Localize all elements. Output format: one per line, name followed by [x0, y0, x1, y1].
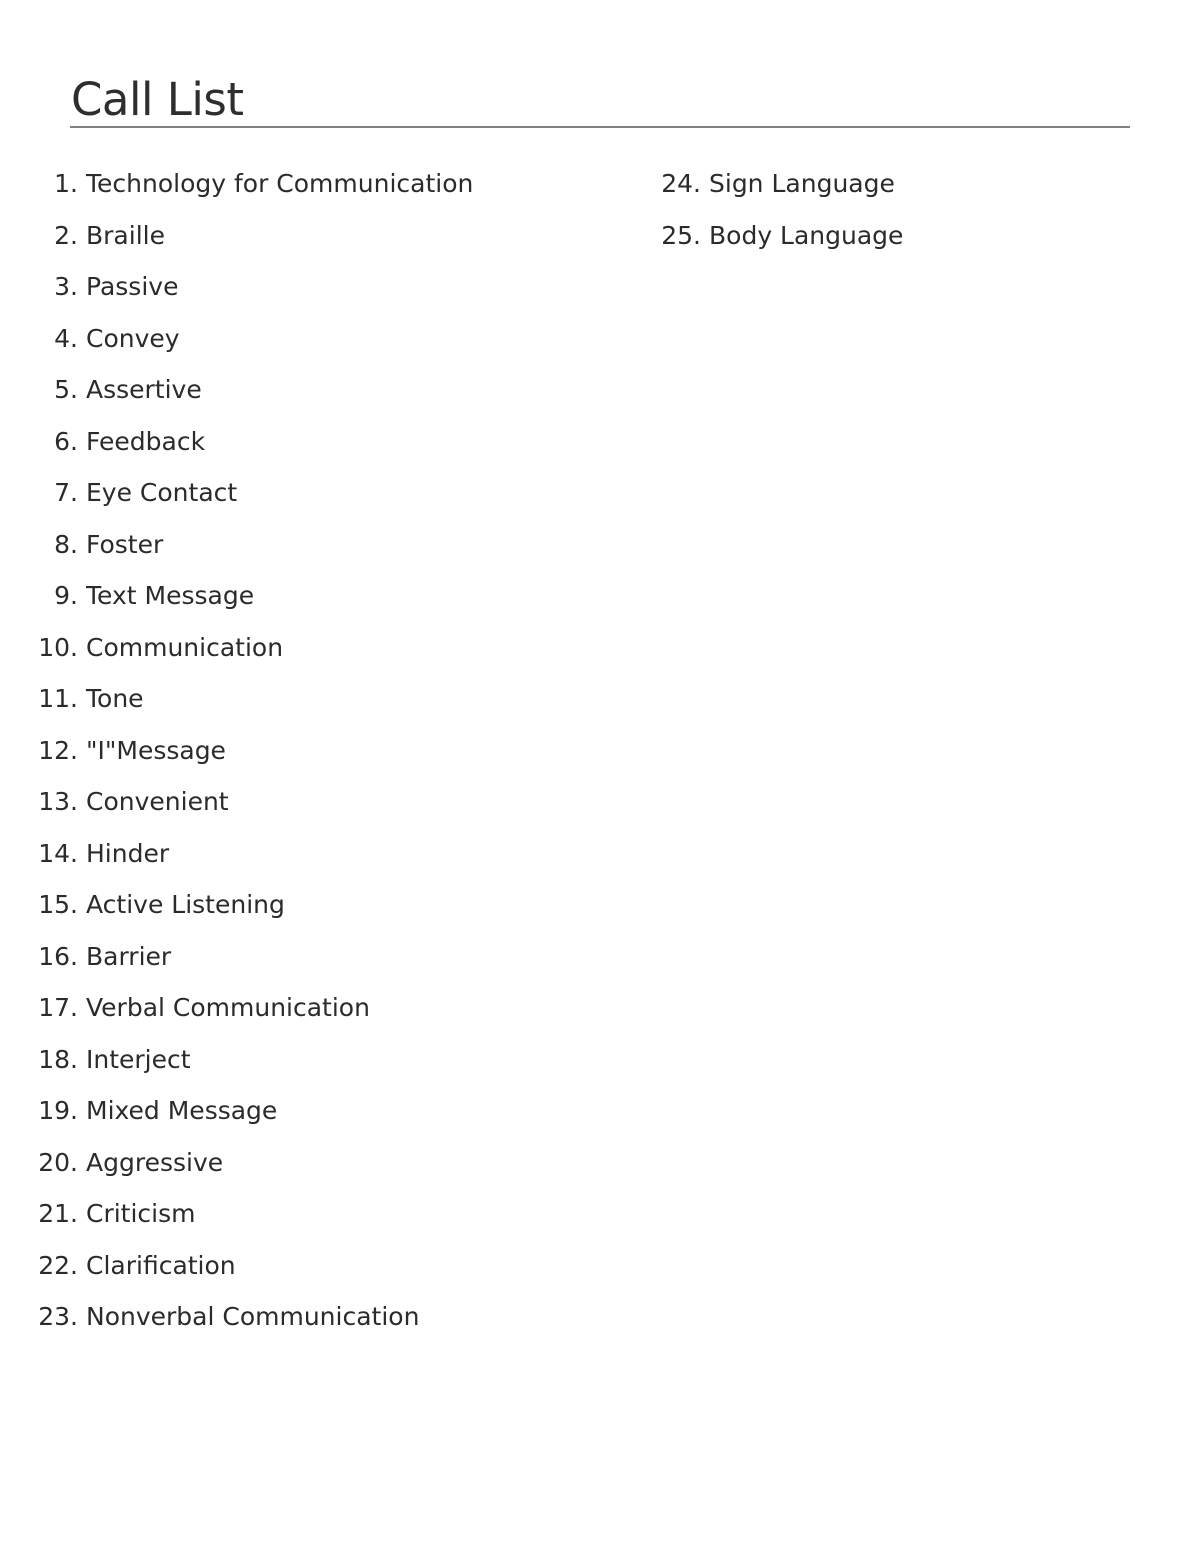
list-item: [0, 467, 640, 519]
list-item: [0, 1188, 640, 1240]
item-number: 10.: [38, 632, 78, 662]
list-item: [0, 982, 640, 1034]
item-label: Convenient: [86, 787, 229, 817]
item-number: 25.: [661, 220, 701, 250]
item-number: 20.: [38, 1147, 78, 1177]
item-label: Assertive: [86, 375, 202, 405]
item-label: Foster: [86, 529, 164, 559]
item-number: 3.: [54, 272, 78, 302]
list-item: [0, 1085, 640, 1137]
item-label: Technology for Communication: [86, 169, 474, 199]
title-divider: [70, 126, 1130, 128]
item-label: Body Language: [709, 220, 904, 250]
item-label: "I"Message: [86, 735, 226, 765]
list-item: [620, 210, 1180, 262]
list-item: [0, 828, 640, 880]
list-item: [0, 261, 640, 313]
item-label: Mixed Message: [86, 1096, 278, 1126]
item-label: Communication: [86, 632, 284, 662]
item-number: 13.: [38, 787, 78, 817]
item-number: 11.: [38, 684, 78, 714]
item-number: 24.: [661, 169, 701, 199]
item-number: 23.: [38, 1302, 78, 1332]
item-number: 1.: [54, 169, 78, 199]
item-number: 16.: [38, 941, 78, 971]
list-item: [0, 931, 640, 983]
call-list-column-right: [620, 158, 1180, 261]
list-item: [0, 879, 640, 931]
item-label: Braille: [86, 220, 165, 250]
item-label: Convey: [86, 323, 180, 353]
call-list-column-left: [0, 158, 640, 1343]
list-item: [0, 158, 640, 210]
list-item: [0, 622, 640, 674]
item-label: Tone: [86, 684, 144, 714]
item-label: Nonverbal Communication: [86, 1302, 420, 1332]
list-item: [0, 776, 640, 828]
item-label: Feedback: [86, 426, 206, 456]
item-number: 18.: [38, 1044, 78, 1074]
list-item: [0, 570, 640, 622]
list-item: [0, 1291, 640, 1343]
item-number: 8.: [54, 529, 78, 559]
page-title: Call List: [71, 73, 244, 126]
list-item: [0, 1137, 640, 1189]
list-item: [0, 210, 640, 262]
item-label: Text Message: [86, 581, 255, 611]
item-label: Sign Language: [709, 169, 895, 199]
list-item: [0, 1240, 640, 1292]
item-number: 21.: [38, 1199, 78, 1229]
item-label: Barrier: [86, 941, 172, 971]
item-label: Aggressive: [86, 1147, 224, 1177]
item-number: 4.: [54, 323, 78, 353]
item-label: Verbal Communication: [86, 993, 370, 1023]
list-item: [0, 519, 640, 571]
item-label: Interject: [86, 1044, 191, 1074]
list-item: [0, 364, 640, 416]
item-number: 7.: [54, 478, 78, 508]
item-number: 6.: [54, 426, 78, 456]
item-number: 14.: [38, 838, 78, 868]
list-item: [0, 416, 640, 468]
list-item: [0, 673, 640, 725]
list-item: [0, 313, 640, 365]
item-number: 19.: [38, 1096, 78, 1126]
item-label: Hinder: [86, 838, 170, 868]
item-number: 15.: [38, 890, 78, 920]
list-item: [0, 725, 640, 777]
item-number: 12.: [38, 735, 78, 765]
item-label: Active Listening: [86, 890, 285, 920]
item-number: 9.: [54, 581, 78, 611]
item-number: 22.: [38, 1250, 78, 1280]
item-label: Eye Contact: [86, 478, 238, 508]
item-number: 17.: [38, 993, 78, 1023]
item-label: Criticism: [86, 1199, 196, 1229]
list-item: [0, 1034, 640, 1086]
item-number: 2.: [54, 220, 78, 250]
item-label: Clarification: [86, 1250, 236, 1280]
item-label: Passive: [86, 272, 179, 302]
list-item: [620, 158, 1180, 210]
item-number: 5.: [54, 375, 78, 405]
